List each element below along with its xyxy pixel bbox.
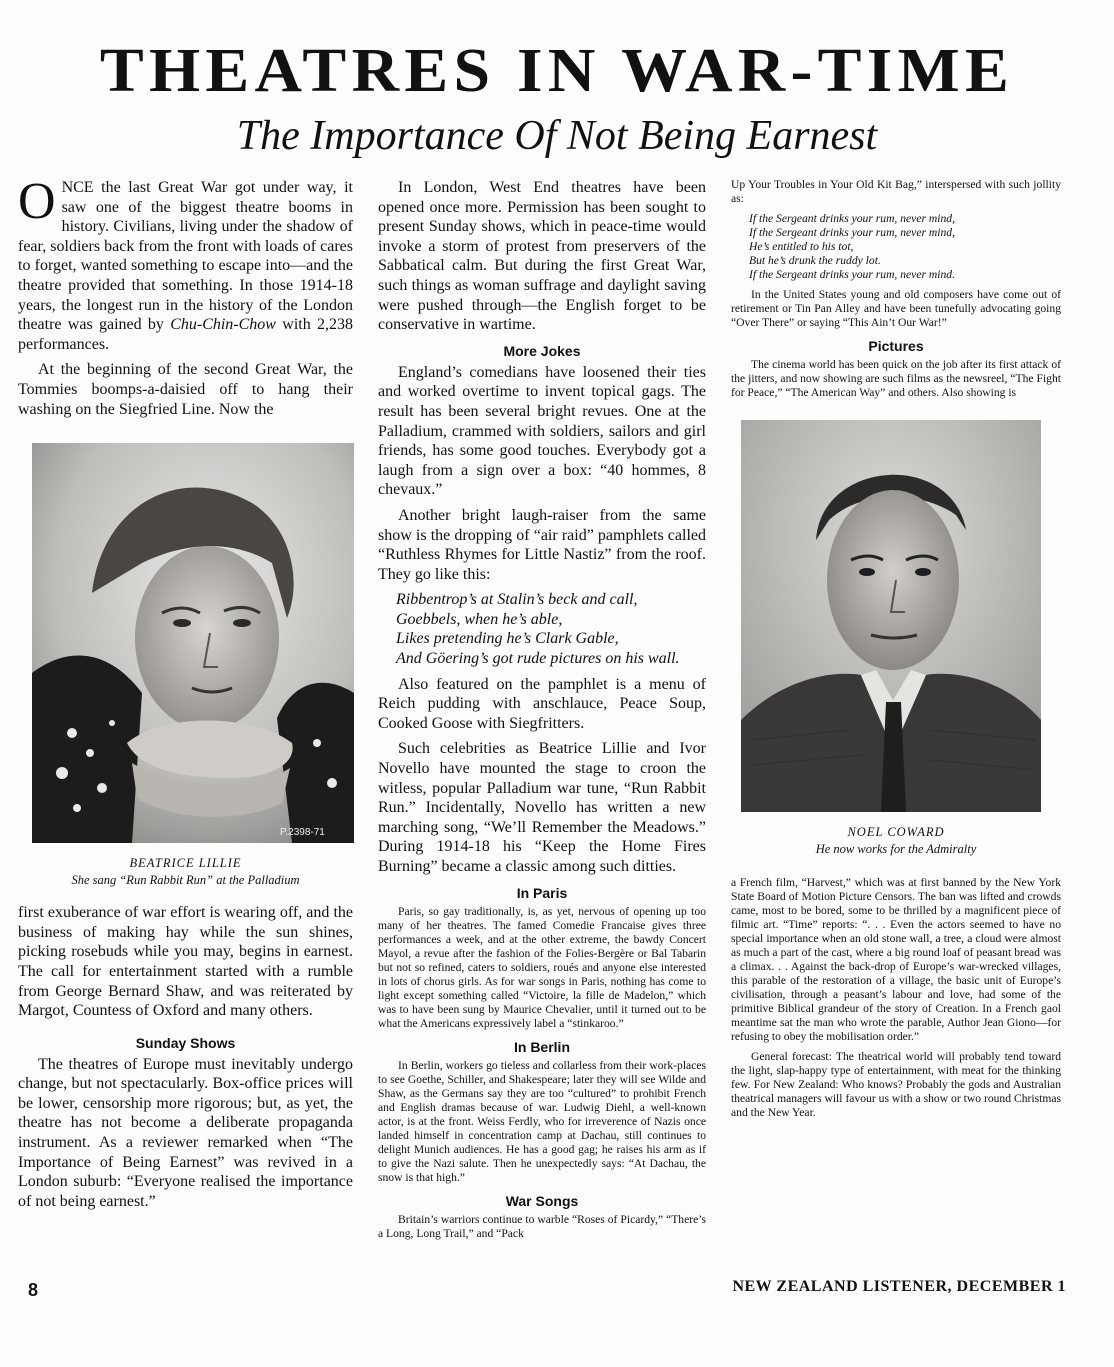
paragraph: In London, West End theatres have been opened once more. Permission has been sought to present Sunday shows, which in peace-time would invoke a storm of protest from preservers of the Sabbatical calm. But during the first Great War, such things as woman suffrage and daylight saving were pushed through—the English forget to be conservative in wartime. (378, 179, 706, 334)
lead-text: NCE the last Great War got under way, it saw one of the biggest theatre booms in history. Civilians, living under the shadow of fear, soldiers back from the front with loads of cares to forget, wanted something to escape into—and the theatre provided that something. In those 1914-18 years, the longest run in the history of the London theatre was gained by (18, 179, 353, 334)
paragraph: Another bright laugh-raiser from the same show is the dropping of “air raid” pamphlets called “Ruthless Rhymes for Little Nastiz” from the roof. They go like this: (378, 506, 706, 583)
verse-line: If the Sergeant drinks your rum, never mind. (749, 268, 955, 281)
paragraph: a French film, “Harvest,” which was at first banned by the New York State Board of Motion Picture Censors. The ban was lifted and crowds came, most to be bored, some to be thrilled by a magnificent piece of filmic art. “Time” reports: “. . . Even the actors seemed to have no special importance when an old stone wall, a tree, a cloud were almost as much a part of the cast, where a big round loaf of peasant bread was a climax. . . Against the back-drop of Europe’s war-wrecked villages, this parable of the restoration of a village, the basic unit of Europe’s civilisation, through a peasant’s labour and love, had some of the primitive Biblical grandeur of the story of Creation. In a French gaol meantime sat the man who wrote the parable, Author Jean Giono—for refusing to obey the mobilisation order.” (731, 876, 1061, 1043)
verse (396, 590, 706, 668)
caption-text: She sang “Run Rabbit Run” at the Palladium (71, 873, 300, 888)
paragraph: England’s comedians have loosened their ties and worked overtime to invent topical gags. The result has been several bright revues. One at the Palladium, crammed with soldiers, sailors and girl friends, has some good touches. Everybody got a laugh from a sign over a box: “40 hommes, 8 chevaux.” (378, 363, 706, 499)
paragraph: In the United States young and old composers have come out of retirement or Tin Pan Alley and have been tunefully advocating going “Over There” or saying “This Ain’t Our War!” (731, 288, 1061, 329)
section-heading: War Songs (505, 1192, 579, 1209)
paragraph: The cinema world has been quick on the job after its first attack of the jitters, and now showing are such films as the newsreel, “The Fight for Peace,” “The American Way” and others. Also showing is (731, 358, 1061, 399)
column-2 (378, 178, 706, 1247)
paragraph: Paris, so gay traditionally, is, as yet, nervous of opening up too many of her theatres. The famed Comedie Francaise gives three performances a week, and at the other extreme, the bawdy Concert Mayol, a revue after the fashion of the Folies-Bergère or Bal Tabarin but not so refined, caters to soldiers, roués and anyone else interested in lots of chorus girls. As for war songs in Paris, nothing has come to light except something called “Victoire, la fille de Madelon,” which was to have been sung by Maurice Chevalier, until it turned out to be what the Americans expressively label a “stinkaroo.” (378, 904, 706, 1030)
subheadline: The Importance Of Not Being Earnest (236, 113, 878, 159)
paragraph: Such celebrities as Beatrice Lillie and Ivor Novello have mounted the stage to croon the witless, popular Palladium war tune, “Run Rabbit Run.” Incidentally, Novello has written a new marching song, “We’ll Remember the Meadows.” During 1914-18 his “Keep the Home Fires Burning” became a classic among such ditties. (378, 740, 706, 875)
caption-name: NOEL COWARD (847, 825, 945, 839)
beatrice-lillie-photo (32, 443, 354, 843)
headline: THEATRES IN WAR-TIME (99, 37, 1015, 105)
verse-line: He’s entitled to his tot, (749, 240, 854, 253)
column-1 (18, 173, 353, 1217)
caption-name: BEATRICE LILLIE (129, 856, 242, 871)
verse-line: Ribbentrop’s at Stalin’s beck and call, (396, 591, 638, 609)
verse-line: Likes pretending he’s Clark Gable, (396, 630, 619, 648)
paragraph: General forecast: The theatrical world will probably tend toward the light, slap-happy type of entertainment, with meat for the thinking few. For New Zealand: Who knows? Probably the gods and Australian theatrical managers will favour us with a show or two round Christmas and the New Year. (731, 1050, 1061, 1119)
paragraph: At the beginning of the second Great War, the Tommies boomps-a-daisied off to hang their washing on the Siegfried Line. Now the (18, 361, 353, 418)
section-heading: More Jokes (503, 342, 581, 359)
section-heading: Pictures (868, 338, 924, 354)
drop-cap: O (18, 173, 56, 230)
paragraph: In Berlin, workers go tieless and collarless from their work-places to see Goethe, Schiller, and Shakespeare; later they will see Wilde and Shaw, as the Germans say they are too “cultured” to prohibit French and English dramas because of war. Ludwig Diehl, a well-known actor, is at the front. Weiss Ferdly, who for irreverence of Nazis once landed himself in concentration camp at Dachau, still continues to delight Munich audiences. He has a good gag; he raises his arm as if to give the Nazi salute. Then he unexpectedly says: “At Dachau, the snow is that high.” (378, 1058, 706, 1184)
column-3 (731, 178, 1061, 1126)
verse-line: Goebbels, when he’s able, (396, 610, 563, 628)
portrait-image (32, 443, 354, 843)
noel-coward-photo (741, 420, 1041, 812)
paragraph: Up Your Troubles in Your Old Kit Bag,” interspersed with such jollity as: (731, 178, 1061, 205)
show-title: Chu-Chin-Chow (170, 316, 276, 334)
photo-caption (18, 855, 353, 889)
verse-line: If the Sergeant drinks your rum, never mind, (749, 226, 955, 239)
caption-text: He now works for the Admiralty (815, 842, 977, 856)
photo-code: P.2398-71 (280, 827, 325, 839)
publication-line: NEW ZEALAND LISTENER, DECEMBER 1 (732, 1278, 1066, 1295)
section-heading: Sunday Shows (135, 1034, 236, 1051)
paragraph: first exuberance of war effort is wearing off, and the business of making hay while the sun shines, picking rosebuds while you may, begins in earnest. The call for entertainment started with a rumble from George Bernard Shaw, and was reiterated by Margot, Countess of Oxford and many others. (18, 904, 353, 1020)
verse-line: But he’s drunk the ruddy lot. (749, 254, 881, 267)
section-heading: In Berlin (513, 1038, 570, 1055)
photo-caption (731, 824, 1061, 858)
lead-tail: with 2,238 performances. (18, 316, 353, 353)
verse (749, 212, 1061, 282)
paragraph: The theatres of Europe must inevitably undergo change, but not spectacularly. Box-office prices will be lower, censorship more rigorous; but, as yet, the theatre has not become a deliberate propaganda instrument. As a reviewer remarked when “The Importance of Being Earnest” was revived in a London suburb: “Everyone realised the importance of not being earnest.” (18, 1055, 353, 1210)
lead-paragraph (18, 173, 353, 354)
verse-line: If the Sergeant drinks your rum, never mind, (749, 212, 955, 225)
paragraph: Britain’s warriors continue to warble “Roses of Picardy,” “There’s a Long, Long Trail,” and “Pack (378, 1212, 706, 1240)
page-number: 8 (28, 1280, 39, 1300)
portrait-image (741, 420, 1041, 812)
verse-line: And Göering’s got rude pictures on his wall. (396, 650, 680, 668)
section-heading: In Paris (516, 884, 568, 901)
paragraph: Also featured on the pamphlet is a menu of Reich pudding with anschlauce, Peace Soup, Cooked Goose with Siegfritters. (378, 675, 706, 732)
